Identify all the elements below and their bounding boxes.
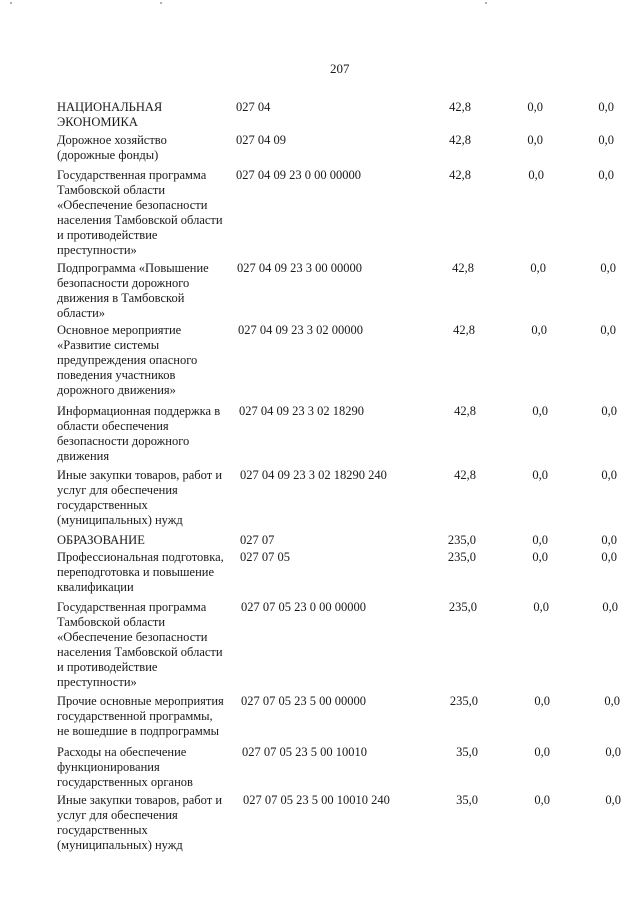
row-name: НАЦИОНАЛЬНАЯ ЭКОНОМИКА: [57, 100, 163, 129]
row-name: Государственная программа Тамбовской области «Обеспечение безопасности населения Тамбовской области и противодействие преступности»: [57, 600, 223, 689]
row-name: Иные закупки товаров, работ и услуг для обеспечения государственных (муниципальных) нужд: [57, 793, 223, 852]
row-amount: 35,0: [456, 793, 478, 807]
row-col3: 0,0: [598, 100, 614, 114]
row-col3: 0,0: [598, 168, 614, 182]
row-code: 027 07 05 23 5 00 00000: [241, 694, 366, 708]
row-amount: 42,8: [454, 468, 476, 482]
row-amount: 42,8: [449, 168, 471, 182]
row-col2: 0,0: [532, 468, 548, 482]
row-amount: 42,8: [449, 100, 471, 114]
row-code: 027 04 09 23 3 00 00000: [237, 261, 362, 275]
page-number: 207: [330, 61, 350, 76]
row-col3: 0,0: [605, 793, 621, 807]
row-amount: 235,0: [447, 533, 476, 547]
row-name: Прочие основные мероприятия государственной программы, не вошедшие в подпрограммы: [57, 694, 224, 738]
row-col2: 0,0: [533, 600, 549, 614]
row-name: Иные закупки товаров, работ и услуг для обеспечения государственных (муниципальных) нужд: [57, 468, 223, 527]
scan-speck: [160, 2, 162, 4]
row-amount: 42,8: [454, 404, 476, 418]
scan-speck: [485, 2, 487, 4]
row-col3: 0,0: [601, 404, 617, 418]
row-col3: 0,0: [601, 468, 617, 482]
row-col2: 0,0: [534, 745, 550, 759]
row-amount: 42,8: [453, 323, 475, 337]
row-name: ОБРАЗОВАНИЕ: [57, 533, 145, 547]
row-code: 027 07 05 23 5 00 10010: [242, 745, 367, 759]
row-col2: 0,0: [534, 694, 550, 708]
row-code: 027 04 09: [236, 133, 286, 147]
row-col2: 0,0: [532, 404, 548, 418]
row-col3: 0,0: [604, 694, 620, 708]
row-code: 027 04 09 23 3 02 18290 240: [240, 468, 387, 482]
row-code: 027 04 09 23 3 02 00000: [238, 323, 363, 337]
row-col3: 0,0: [605, 745, 621, 759]
scan-speck: [10, 2, 12, 4]
row-amount: 42,8: [452, 261, 474, 275]
row-col3: 0,0: [598, 133, 614, 147]
row-col3: 0,0: [601, 533, 617, 547]
row-col2: 0,0: [534, 793, 550, 807]
row-amount: 235,0: [447, 550, 476, 564]
row-col2: 0,0: [528, 168, 544, 182]
row-col2: 0,0: [530, 261, 546, 275]
row-name: Профессиональная подготовка, переподготовка и повышение квалификации: [57, 550, 224, 594]
row-code: 027 07: [240, 533, 275, 547]
row-col3: 0,0: [600, 323, 616, 337]
row-col2: 0,0: [527, 100, 543, 114]
row-name: Информационная поддержка в области обеспечения безопасности дорожного движения: [57, 404, 221, 463]
row-name: Государственная программа Тамбовской области «Обеспечение безопасности населения Тамбовской области и противодействие преступности»: [57, 168, 223, 257]
row-name: Дорожное хозяйство (дорожные фонды): [57, 133, 167, 162]
row-name: Основное мероприятие «Развитие системы предупреждения опасного поведения участников дорожного движения»: [57, 323, 198, 397]
row-col2: 0,0: [527, 133, 543, 147]
row-code: 027 04 09 23 0 00 00000: [236, 168, 361, 182]
row-col2: 0,0: [531, 323, 547, 337]
row-code: 027 04: [236, 100, 271, 114]
row-amount: 42,8: [449, 133, 471, 147]
row-col2: 0,0: [532, 533, 548, 547]
row-amount: 235,0: [449, 694, 478, 708]
row-code: 027 07 05 23 5 00 10010 240: [243, 793, 390, 807]
row-code: 027 04 09 23 3 02 18290: [239, 404, 364, 418]
row-col2: 0,0: [532, 550, 548, 564]
row-col3: 0,0: [600, 261, 616, 275]
row-amount: 235,0: [448, 600, 477, 614]
row-code: 027 07 05 23 0 00 00000: [241, 600, 366, 614]
row-code: 027 07 05: [240, 550, 290, 564]
row-amount: 35,0: [456, 745, 478, 759]
row-name: Расходы на обеспечение функционирования государственных органов: [57, 745, 193, 789]
row-col3: 0,0: [602, 600, 618, 614]
row-name: Подпрограмма «Повышение безопасности дорожного движения в Тамбовской области»: [57, 261, 209, 320]
row-col3: 0,0: [601, 550, 617, 564]
